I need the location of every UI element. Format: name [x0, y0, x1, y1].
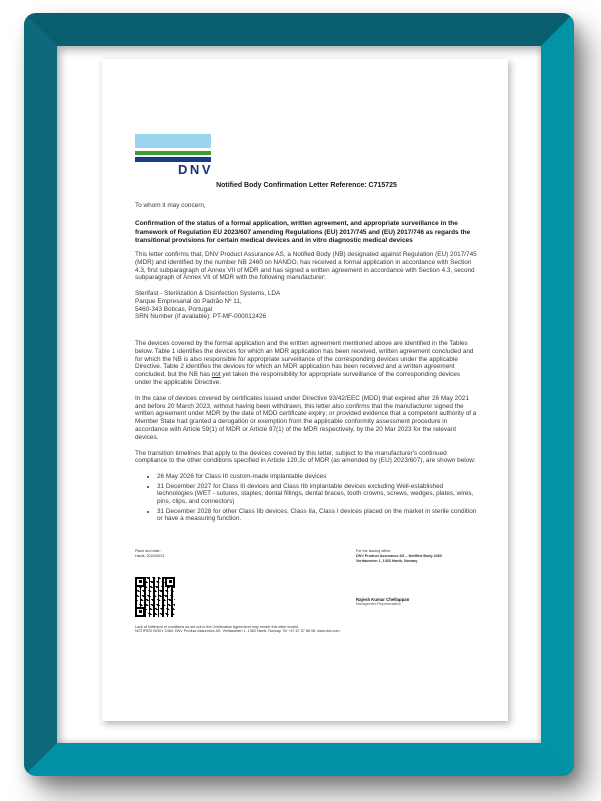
place-and-date	[135, 549, 165, 563]
salutation: To whom it may concern,	[135, 201, 206, 209]
dnv-logo	[135, 134, 211, 177]
signature-block	[356, 597, 478, 607]
letter-subject: Confirmation of the status of a formal application, written agreement, and appropriate surveillance in the framework of Regulation EU 2023/607 amending Regulations (EU) 2017/745 and (EU) 2017/746 as regards the transitional provisions for certain medical devices and in vitro diagnostic medical devices	[135, 220, 471, 244]
paragraph-application: This letter confirms that, DNV Product Assurance AS, a Notified Body (NB) designated against Regulation (EU) 2017/745 (MDR) and identified by the number NB 2460 on NANDO, has received a formal application in accordance with Section 4.3, first subparagraph of Annex VII of MDR and has signed a written agreement in accordance with Section 4.3, second subparagraph of Annex VII of MDR with the following manufacturer:	[135, 250, 477, 282]
paragraph-tables	[135, 340, 478, 387]
bullet-2028: • 31 December 2028 for other Class IIb devices, Class IIa, Class I devices placed on the market in sterile condition or have a measuring function.	[157, 508, 478, 524]
dnv-wordmark: DNV	[178, 161, 213, 177]
issuing-line2: Veritasveien 1, 1363 Høvik, Norway	[356, 558, 418, 563]
logo-navy-bar	[135, 157, 211, 162]
qr-finder-icon	[165, 577, 175, 587]
frame-mat	[57, 46, 541, 743]
manufacturer-srn: SRN Number (if available): PT-MF-000012426	[135, 313, 267, 321]
manufacturer-address-line2: 5460-343 Boticas, Portugal	[135, 305, 213, 313]
issuing-label: For the issuing office:	[356, 549, 391, 554]
qr-code-icon	[135, 577, 175, 617]
disclaimer	[135, 625, 478, 635]
paragraph-transition-timelines: The transition timelines that apply to the devices covered by this letter, subject to the manufacturer's continued compliance to the other conditions specified in Article 120.3c of MDR (as amended by (EU) 2023/607), are shown below:	[135, 449, 476, 465]
issuing-line1: DNV Product Assurance AS – Notified Body 2460	[356, 553, 442, 558]
qr-finder-icon	[135, 577, 145, 587]
place-label: Place and date:	[135, 549, 161, 554]
paragraph-tables-not: not	[211, 371, 221, 379]
footer-row	[135, 549, 478, 563]
paragraph-mdd-certificates: In the case of devices covered by certificates issued under Directive 93/42/EEC (MDD) that expired after 26 May 2021 and before 20 March 2023, without having been withdrawn, this letter also confirms that the manufacturer signed the written agreement under MDR by the date of MDD certificate expiry; or provided evidence that a competent authority of a Member State had granted a derogation or exemption from the applicable conformity assessment procedure in accordance with Article 59(1) of MDR or Article 97(1) of the MDR respectively, by the 20 Mar 2023 for the relevant devices.	[135, 394, 477, 441]
letter-page	[102, 59, 508, 721]
disclaimer-line2: NOTIFIED BODY 2460: DNV Product Assurance AS, Veritasveien 1, 1363 Høvik, Norway, Tel +47 67 57 88 08, www.dnv.com	[135, 629, 340, 634]
qr-finder-icon	[135, 607, 145, 617]
letter-title: Notified Body Confirmation Letter Reference: C715725	[216, 181, 397, 189]
manufacturer-name: Sterifast - Sterilization & Disinfection Systems, LDA	[135, 290, 281, 298]
signature-row	[135, 577, 478, 617]
disclaimer-line1: Lack of fulfilment of conditions as set out in the Certification Agreement may render this letter invalid.	[135, 624, 299, 629]
picture-frame	[24, 13, 574, 776]
manufacturer-address	[135, 290, 478, 321]
manufacturer-address-line1: Parque Empresarial do Padrão Nº 11,	[135, 297, 242, 305]
bullet-2027: • 31 December 2027 for Class III devices and Class IIb implantable devices excluding Well-established technologies (WET - sutures, staples, dental fillings, dental braces, tooth crowns, screws, wedges, plates, wires, pins, clips, and connectors)	[157, 483, 478, 506]
signer-title: Management Representative	[356, 602, 401, 607]
place-value: Høvik, 2024/09/11	[135, 553, 165, 558]
paragraph-tables-pre: The devices covered by the formal application and the written agreement mentioned above are identified in the Tables below. Table 1 identifies the devices for which an MDR application has been received, written agreement concluded and for which the NB is also responsible for appropriate surveillance of the corresponding devices under the applicable Directive. Table 2 identifies the devices for which an MDR application has been received and a written agreement concluded, but the NB has	[135, 339, 474, 379]
bullet-2026: • 26 May 2026 for Class III custom-made implantable devices	[157, 473, 478, 481]
timeline-bullet-list	[145, 473, 478, 523]
paragraph-tables-post: yet taken the responsibility for appropriate surveillance of the corresponding devices under the applicable Directive.	[135, 371, 461, 386]
issuing-office	[356, 549, 478, 563]
signer-name: Rajesh Kumar Chellappan	[356, 596, 410, 602]
logo-sky-bar	[135, 134, 211, 148]
